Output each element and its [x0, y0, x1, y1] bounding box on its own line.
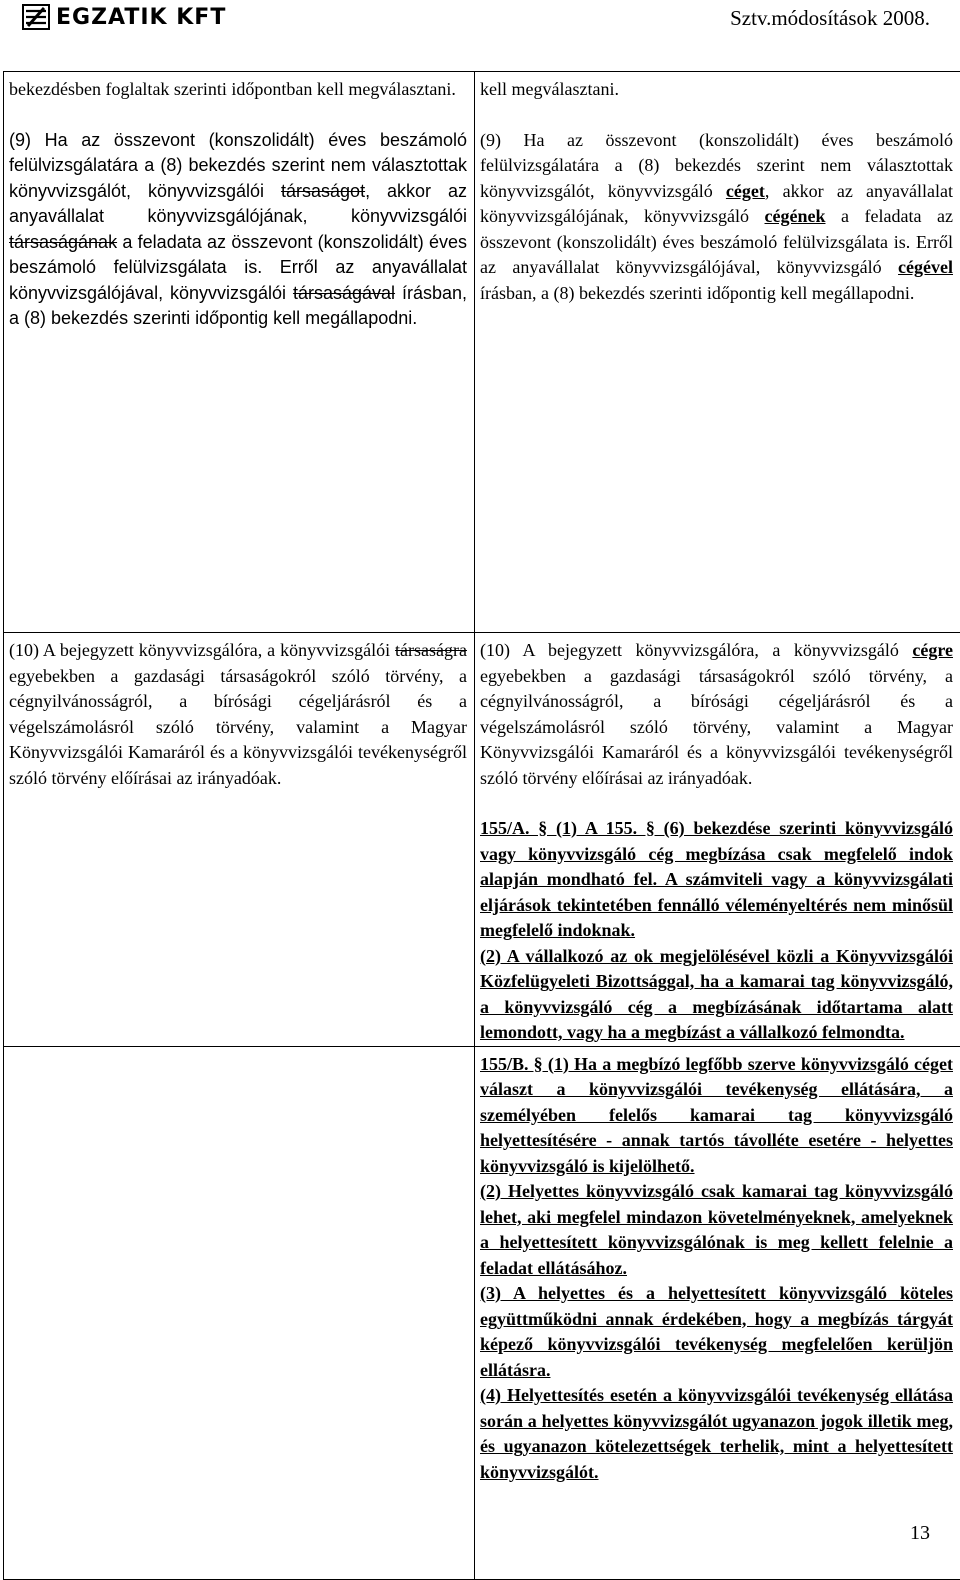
paragraph: kell megválasztani. — [480, 77, 953, 103]
paragraph — [9, 128, 467, 332]
text-span: , akkor az anyavállalat könyvvizsgálójának, könyvvizsgáló — [480, 181, 953, 227]
deleted-text: társaságra — [395, 640, 467, 660]
table-row — [4, 633, 960, 1047]
text-span: (9) Ha az összevont (konszolidált) éves beszámoló felülvizsgálatára a (8) bekezdés szerint nem választottak könyvvizsgálót, könyvvizsgáló — [480, 130, 953, 201]
logo-emblem-icon — [22, 4, 50, 30]
text-span: (10) A bejegyzett könyvvizsgálóra, a könyvvizsgáló — [480, 640, 912, 660]
document-reference: Sztv.módosítások 2008. — [730, 6, 930, 31]
left-cell — [4, 633, 475, 1047]
deleted-text: társaságot — [281, 181, 365, 201]
deleted-text: társaságával — [293, 283, 395, 303]
paragraph: bekezdésben foglaltak szerinti időpontban kell megválasztani. — [9, 77, 467, 103]
text-span: (10) A bejegyzett könyvvizsgálóra, a könyvvizsgálói — [9, 640, 395, 660]
paragraph — [480, 1179, 953, 1281]
text-span: írásban, a (8) bekezdés szerinti időpontig kell megállapodni. — [9, 283, 467, 329]
company-logo — [22, 4, 226, 30]
left-cell — [4, 1046, 475, 1579]
paragraph — [480, 816, 953, 944]
paragraph — [480, 1052, 953, 1180]
text-span: , akkor az anyavállalat könyvvizsgálójának, könyvvizsgálói — [9, 181, 467, 227]
inserted-text: 155/B. § (1) Ha a megbízó legfőbb szerve könyvvizsgáló céget választ a könyvvizsgálói tevékenység ellátására, a személyében felelős kamarai tag könyvvizsgáló helyettesítésére - annak tartós távolléte esetére - helyettes könyvvizsgáló is kijelölhető. — [480, 1054, 953, 1176]
left-cell — [4, 72, 475, 633]
paragraph — [480, 1383, 953, 1485]
paragraph — [480, 638, 953, 791]
comparison-table — [3, 71, 960, 1580]
text-span: a feladata az összevont (konszolidált) éves beszámoló felülvizsgálata is. Erről az anyavállalat könyvvizsgálójával, könyvvizsgáló — [480, 206, 953, 277]
page-number: 13 — [910, 1522, 930, 1545]
deleted-text: társaságának — [9, 232, 117, 252]
text-span: írásban, a (8) bekezdés szerinti időpontig kell megállapodni. — [480, 283, 914, 303]
right-cell — [475, 72, 960, 633]
text-span: (9) Ha az összevont (konszolidált) éves beszámoló felülvizsgálatára a (8) bekezdés szerint nem választottak könyvvizsgálót, könyvvizsgálói — [9, 130, 467, 201]
paragraph — [9, 638, 467, 791]
inserted-text: cégre — [912, 640, 953, 660]
table-row — [4, 1046, 960, 1579]
right-cell — [475, 633, 960, 1047]
right-cell — [475, 1046, 960, 1579]
inserted-text: cégével — [898, 257, 953, 277]
inserted-text: 155/A. § (1) A 155. § (6) bekezdése szerinti könyvvizsgáló vagy könyvvizsgáló cég megbízása csak megfelelő indok alapján mondható fel. A számviteli vagy a könyvvizsgálati eljárások tekintetében fennálló véleményeltérés nem minősül megfelelő indoknak. — [480, 818, 953, 940]
text-span: a feladata az összevont (konszolidált) éves beszámoló felülvizsgálata is. Erről az anyavállalat könyvvizsgálójával, könyvvizsgálói — [9, 232, 467, 303]
page-header — [0, 0, 960, 44]
table-row — [4, 72, 960, 633]
inserted-text: (4) Helyettesítés esetén a könyvvizsgálói tevékenység ellátása során a helyettes könyvvizsgálót ugyanazon jogok illetik meg, és ugyanazon kötelezettségek terhelik, mint a helyettesített könyvvizsgálót. — [480, 1385, 953, 1482]
paragraph — [480, 128, 953, 307]
paragraph — [480, 1281, 953, 1383]
inserted-text: (3) A helyettes és a helyettesített könyvvizsgáló köteles együttműködni annak érdekében, hogy a megbízás tárgyát képező könyvvizsgálói tevékenység megfelelően kerüljön ellátásra. — [480, 1283, 953, 1380]
inserted-text: (2) Helyettes könyvvizsgáló csak kamarai tag könyvvizsgáló lehet, aki megfelel mindazon követelményeknek, amelyeknek a helyettesített könyvvizsgálónak is meg kellett felelnie a feladat ellátásához. — [480, 1181, 953, 1278]
inserted-text: (2) A vállalkozó az ok megjelölésével közli a Könyvvizsgálói Közfelügyeleti Bizottsággal, ha a kamarai tag könyvvizsgáló, a könyvvizsgáló cég a megbízásának időtartama alatt lemondott, vagy ha a megbízást a vállalkozó felmondta. — [480, 946, 953, 1043]
inserted-text: céget — [726, 181, 765, 201]
text-span: egyebekben a gazdasági társaságokról szóló törvény, a cégnyilvánosságról, a bírósági cégeljárásról és a végelszámolásról szóló törvény, valamint a Magyar Könyvvizsgálói Kamaráról és a könyvvizsgálói tevékenységről szóló törvény előírásai az irányadóak. — [480, 666, 953, 788]
paragraph — [480, 944, 953, 1046]
company-name: EGZATIK KFT — [56, 5, 226, 30]
inserted-text: cégének — [765, 206, 826, 226]
text-span: egyebekben a gazdasági társaságokról szóló törvény, a cégnyilvánosságról, a bírósági cégeljárásról és a végelszámolásról szóló törvény, valamint a Magyar Könyvvizsgálói Kamaráról és a könyvvizsgálói tevékenységről szóló törvény előírásai az irányadóak. — [9, 666, 467, 788]
